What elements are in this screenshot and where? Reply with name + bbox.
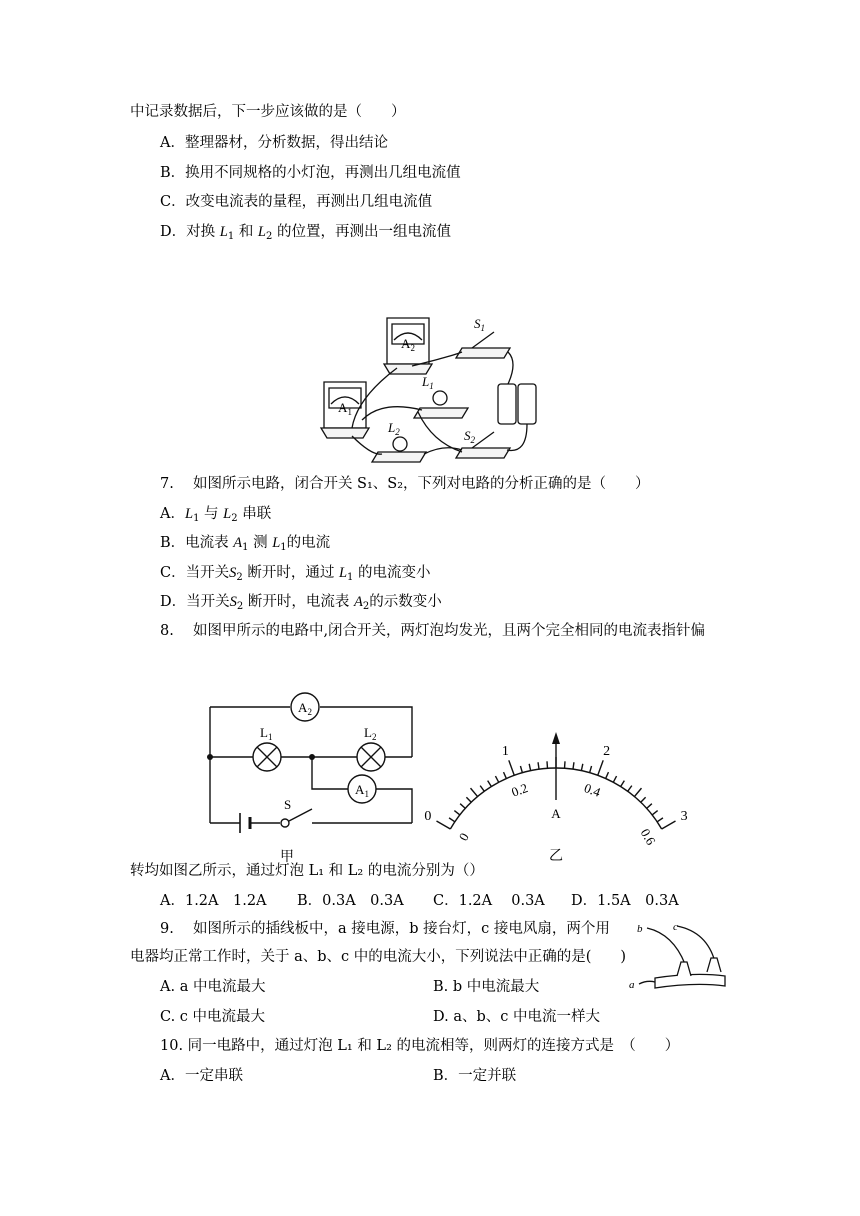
meter-tick bbox=[529, 764, 530, 771]
q8-option-d: D．1.5A 0.3A bbox=[571, 893, 679, 909]
fig7-l2-label: $L_2$ bbox=[388, 420, 400, 437]
fig7-l1-label: $L_1$ bbox=[422, 374, 434, 391]
fig8-a1-label: $A_1$ bbox=[355, 782, 369, 799]
q9-label-c: c bbox=[673, 921, 678, 933]
q9-label-b: b bbox=[637, 923, 643, 935]
q8-stem: 8. 如图甲所示的电路中,闭合开关，两灯泡均发光，且两个完全相同的电流表指针偏 bbox=[160, 623, 706, 639]
meter-tick bbox=[520, 766, 522, 773]
q9-label-a: a bbox=[629, 979, 635, 991]
q8-stem-cont: 转均如图乙所示，通过灯泡 L₁ 和 L₂ 的电流分别为（） bbox=[130, 863, 484, 879]
meter-tick bbox=[509, 760, 514, 775]
meter-bottom-tick-label: 0.2 bbox=[509, 780, 530, 800]
meter-unit-label: A bbox=[551, 806, 561, 821]
meter-tick bbox=[573, 762, 574, 769]
q7-option-c: C．当开关$S_2$ 断开时，通过 $L_1$ 的电流变小 bbox=[160, 565, 431, 583]
q9-stem-cont: 电器均正常工作时，关于 a、b、c 中的电流大小，下列说法中正确的是( ) bbox=[130, 949, 627, 965]
q6-option-a: A．整理器材，分析数据，得出结论 bbox=[160, 135, 388, 151]
q7-option-a: A．$L_1$ 与 $L_2$ 串联 bbox=[160, 506, 272, 524]
q10-stem: 10. 同一电路中，通过灯泡 L₁ 和 L₂ 的电流相等，则两灯的连接方式是 （ ） bbox=[160, 1038, 680, 1054]
meter-top-tick-label: 0 bbox=[424, 809, 432, 824]
meter-tick bbox=[662, 821, 676, 829]
meter-tick bbox=[466, 797, 471, 802]
meter-tick bbox=[621, 781, 625, 787]
meter-top-tick-label: 1 bbox=[501, 743, 509, 759]
q8-option-a: A．1.2A 1.2A bbox=[160, 893, 267, 909]
meter-tick bbox=[454, 811, 460, 815]
q6-option-b: B．换用不同规格的小灯泡，再测出几组电流值 bbox=[160, 165, 461, 181]
fig8-caption-yi: 乙 bbox=[549, 849, 563, 864]
meter-tick bbox=[641, 797, 646, 802]
meter-tick bbox=[652, 811, 658, 815]
meter-tick bbox=[495, 776, 498, 782]
q9-stem: 9. 如图所示的插线板中，a 接电源，b 接台灯，c 接电风扇，两个用 bbox=[160, 921, 610, 937]
meter-tick bbox=[436, 821, 450, 829]
meter-bottom-tick-label: 0.6 bbox=[637, 825, 659, 848]
meter-tick bbox=[590, 766, 592, 773]
meter-tick bbox=[598, 760, 603, 775]
meter-tick bbox=[488, 781, 492, 787]
q8-meter-figure-yi bbox=[424, 700, 688, 865]
q7-stem: 7. 如图所示电路，闭合开关 S₁、S₂，下列对电路的分析正确的是（ ） bbox=[160, 476, 650, 492]
q8-circuit-figure-jia bbox=[200, 685, 425, 865]
meter-tick bbox=[471, 788, 478, 796]
q9-power-strip-figure bbox=[625, 918, 735, 1000]
fig8-l2-label: $L_2$ bbox=[364, 725, 377, 742]
fig7-a1-label: $A_1$ bbox=[338, 400, 352, 417]
q7-option-d: D．当开关$S_2$ 断开时，电流表 $A_2$的示数变小 bbox=[160, 594, 442, 612]
q9-option-d: D. a、b、c 中电流一样大 bbox=[433, 1009, 600, 1025]
q6-option-d: D．对换 $L_1$ 和 $L_2$ 的位置，再测出一组电流值 bbox=[160, 224, 451, 242]
q6-option-c: C．改变电流表的量程，再测出几组电流值 bbox=[160, 194, 433, 210]
q7-circuit-figure bbox=[312, 306, 552, 474]
fig7-a2-label: $A_2$ bbox=[401, 336, 415, 353]
meter-tick bbox=[647, 804, 652, 809]
meter-tick bbox=[657, 818, 663, 822]
q10-option-b: B．一定并联 bbox=[433, 1068, 517, 1084]
fig8-l1-label: $L_1$ bbox=[260, 725, 273, 742]
meter-bottom-tick-label: 0.4 bbox=[582, 780, 603, 800]
meter-tick bbox=[613, 776, 616, 782]
meter-tick bbox=[449, 818, 455, 822]
fig8-caption-jia: 甲 bbox=[280, 850, 294, 865]
q8-option-c: C．1.2A 0.3A bbox=[433, 893, 545, 909]
meter-tick bbox=[606, 772, 609, 778]
fig8-a2-label: $A_2$ bbox=[298, 700, 312, 717]
meter-top-tick-label: 3 bbox=[680, 809, 688, 824]
q9-option-c: C. c 中电流最大 bbox=[160, 1009, 266, 1025]
meter-tick bbox=[504, 772, 507, 778]
meter-bottom-tick-label: 0 bbox=[455, 830, 472, 844]
q8-option-b: B．0.3A 0.3A bbox=[297, 893, 404, 909]
meter-tick bbox=[628, 786, 632, 792]
q10-option-a: A．一定串联 bbox=[160, 1068, 243, 1084]
meter-tick bbox=[538, 762, 539, 769]
meter-tick bbox=[634, 788, 641, 796]
q7-option-b: B．电流表 $A_1$ 测 $L_1$的电流 bbox=[160, 535, 331, 553]
fig7-s1-label: $S_1$ bbox=[474, 316, 485, 333]
fig7-s2-label: $S_2$ bbox=[464, 428, 475, 445]
q9-option-b: B. b 中电流最大 bbox=[433, 979, 540, 995]
meter-tick bbox=[460, 804, 465, 809]
meter-tick bbox=[581, 764, 582, 771]
fig8-s-label: S bbox=[284, 797, 292, 812]
q6-stem-tail: 中记录数据后，下一步应该做的是（ ） bbox=[130, 104, 406, 120]
meter-tick bbox=[480, 786, 484, 792]
q9-option-a: A. a 中电流最大 bbox=[160, 979, 266, 995]
meter-top-tick-label: 2 bbox=[603, 743, 611, 759]
